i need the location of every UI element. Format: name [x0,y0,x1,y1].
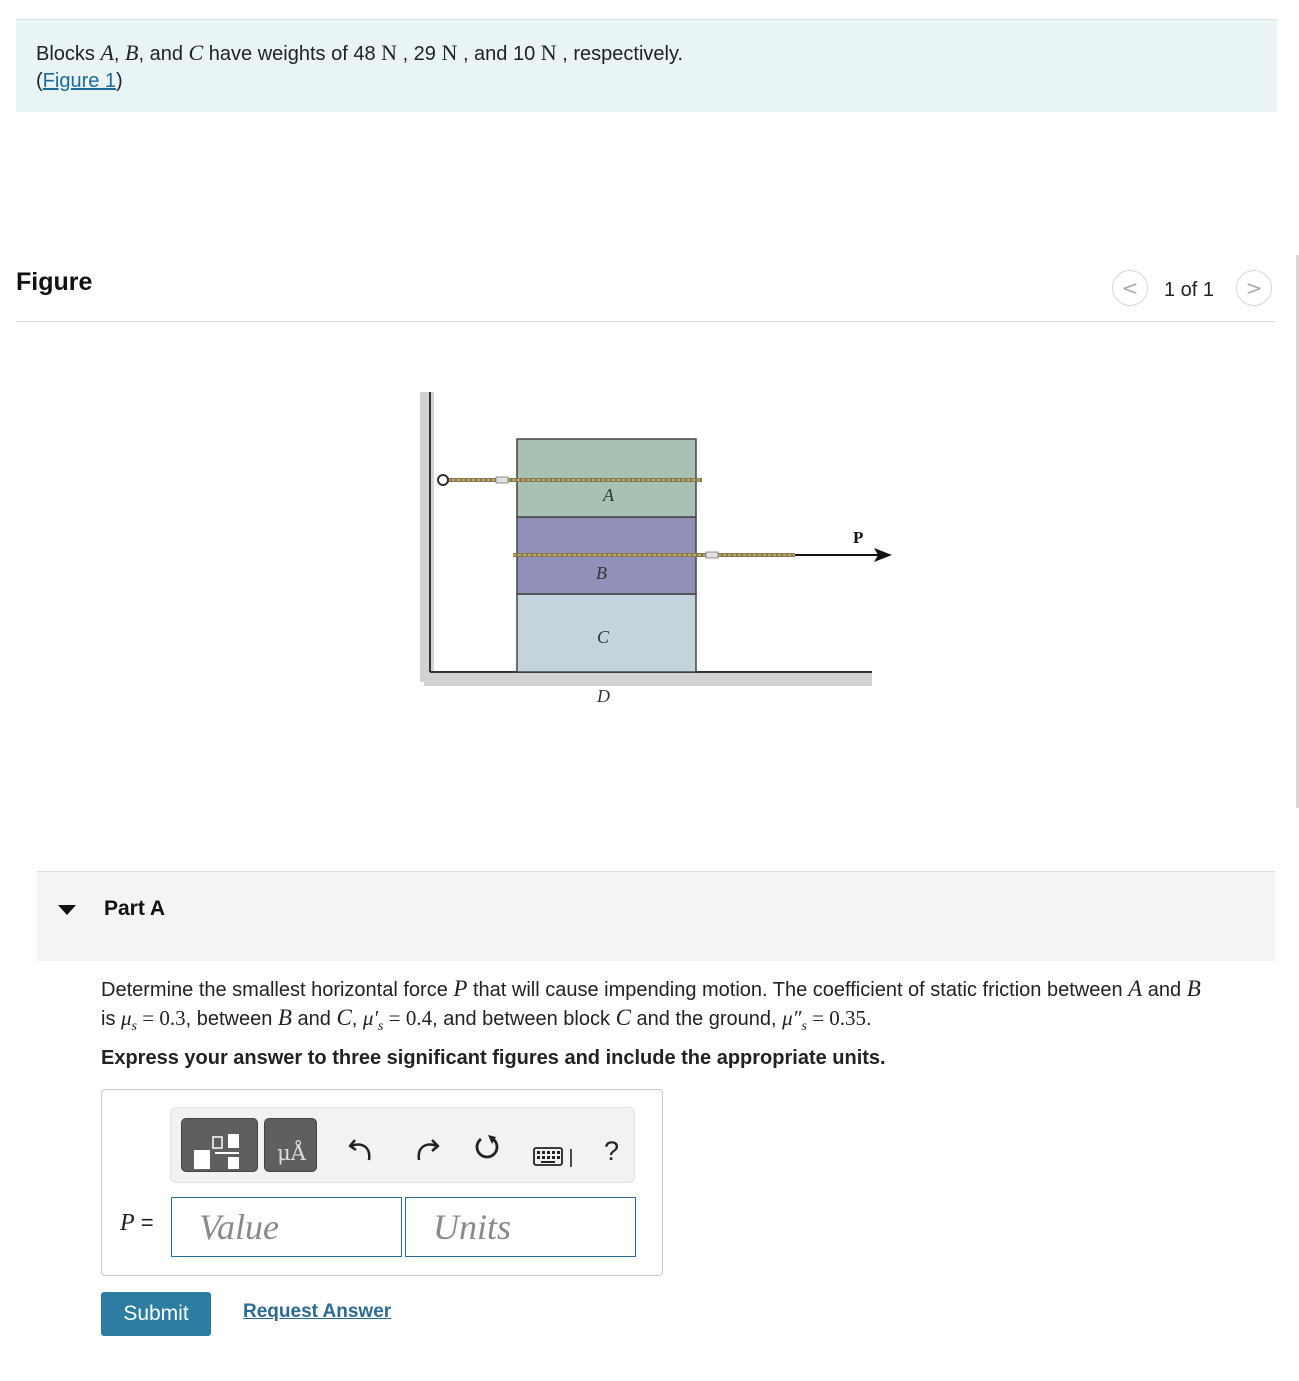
chevron-left-icon: < [1121,276,1139,300]
intro-text: have weights of 48 [203,43,382,65]
intro-text: , 29 [397,43,442,65]
intro-text: Blocks [36,43,101,65]
q-text: that will cause impending motion. The coefficient of static friction between [467,979,1129,1001]
mu-s-double-prime: μ″ [782,1006,802,1030]
request-answer-link[interactable]: Request Answer [243,1301,392,1322]
mu-s-double-prime-subscript: s [801,1019,807,1034]
q-text: , between [185,1008,278,1030]
var-a: A [100,40,114,65]
part-a-header[interactable] [37,871,1275,961]
reset-icon[interactable] [472,1132,502,1162]
help-button[interactable]: ? [604,1136,620,1166]
var-c: C [188,40,204,65]
rope-clamp [496,477,508,483]
paren: ( [36,70,43,92]
label-a: A [603,485,614,505]
var-p: P [453,976,468,1001]
q-text: . [865,1008,872,1030]
figure-pager [1112,268,1277,308]
templates-button[interactable] [181,1118,258,1172]
submit-button[interactable]: Submit [101,1292,211,1336]
value-input[interactable]: Value [171,1197,402,1257]
question-text [101,975,1271,1041]
equals-sign: = [134,1210,154,1235]
label-c: C [597,627,610,647]
units-button[interactable] [264,1118,317,1172]
figure-title: Figure [16,268,93,296]
q-text: is [101,1008,121,1030]
keyboard-icon[interactable] [533,1146,577,1170]
blocks-friction-diagram [400,380,920,710]
mu-s-prime-subscript: s [378,1019,384,1034]
var-b: B [125,40,139,65]
mu-s-double-prime-value: = 0.35 [806,1006,866,1030]
intro-text: , [113,43,126,65]
intro-text: , respectively. [556,43,684,65]
problem-intro [16,19,1277,112]
intro-line-1 [36,39,1257,68]
chevron-right-icon: > [1245,276,1263,300]
intro-text: , and 10 [457,43,541,65]
label-d: D [597,686,610,706]
figure-divider [16,321,1276,322]
label-b: B [596,563,607,583]
unit-n: N [381,40,398,65]
answer-box [101,1089,663,1276]
undo-icon[interactable] [347,1132,377,1162]
mu-s-subscript: s [131,1019,137,1034]
mu-s-value: = 0.3 [137,1006,186,1030]
var-b: B [1186,976,1201,1001]
wall-shading [420,392,434,682]
paren: ) [116,70,123,92]
var-c: C [615,1005,631,1030]
var-b: B [277,1005,292,1030]
q-text: , [351,1008,363,1030]
units-input[interactable]: Units [405,1197,636,1257]
part-a-label: Part A [104,897,166,920]
wall-hook [438,475,448,485]
next-figure-button[interactable] [1236,270,1272,306]
q-text: and [1142,979,1187,1001]
templates-icon [182,1119,259,1173]
q-text: and the ground, [630,1008,783,1030]
figure-1-link[interactable]: Figure 1 [42,70,117,92]
intro-text: , and [138,43,189,65]
var-c: C [336,1005,352,1030]
caret-down-icon[interactable] [58,905,76,915]
mu-s-prime: μ′ [362,1006,379,1030]
units-icon [265,1141,318,1165]
answer-label [120,1210,154,1237]
rope-clamp [706,552,718,558]
var-p: P [120,1210,135,1236]
ground-shading [424,672,872,686]
unit-n: N [540,40,557,65]
mu-s: μ [121,1006,132,1030]
answer-instruction: Express your answer to three significant figures and include the appropriate units. [101,1047,886,1069]
mu-s-prime-value: = 0.4 [383,1006,433,1030]
intro-line-2 [36,68,1257,95]
question-line-2 [101,1004,1271,1041]
label-p: P [853,528,864,547]
q-text: , and between block [432,1008,616,1030]
unit-n: N [441,40,458,65]
q-text: Determine the smallest horizontal force [101,979,454,1001]
units-glyph: μÅ [277,1141,306,1165]
math-toolbar [170,1107,635,1183]
prev-figure-button[interactable] [1112,270,1148,306]
q-text: and [291,1008,337,1030]
question-line-1 [101,975,1271,1004]
var-a: A [1128,976,1143,1001]
figure-page-count: 1 of 1 [1164,279,1215,301]
redo-icon[interactable] [411,1132,441,1162]
